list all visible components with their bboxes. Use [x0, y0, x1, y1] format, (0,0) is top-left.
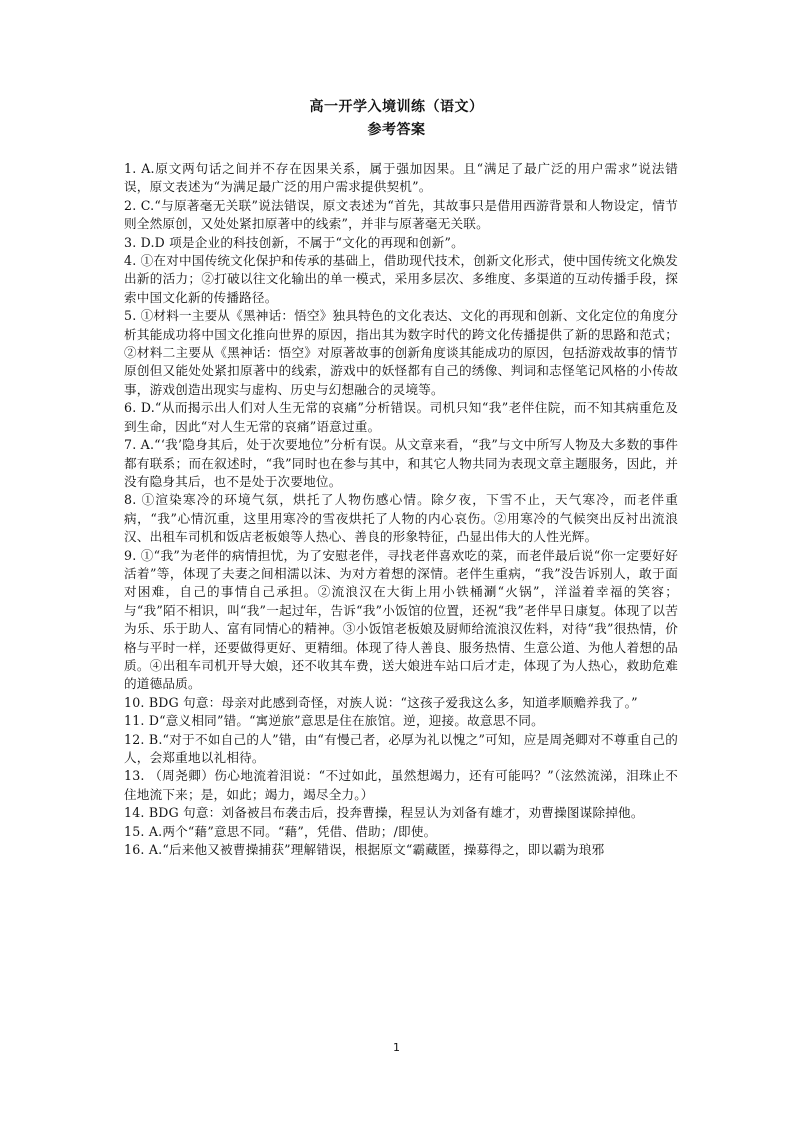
- document-title: 高一开学入境训练（语文）: [309, 99, 484, 115]
- page-number: 1: [393, 1041, 400, 1054]
- answer-list: [124, 160, 678, 859]
- document-subtitle: 参考答案: [367, 122, 426, 138]
- answer-item-12: 12. B.“对于不如自己的人”错，由“有慢己者，必厚为礼以愧之”可知，应是周尧卿对不尊重自己的人，会郑重地以礼相待。: [124, 731, 678, 765]
- answer-item-6: 6. D.“从而揭示出人们对人生无常的哀痛”分析错误。司机只知“我”老伴住院，而不知其病重危及到生命，因此“对人生无常的哀痛”语意过重。: [124, 400, 678, 434]
- answer-item-10: 10. BDG 句意：母亲对此感到奇怪，对族人说：“这孩子爱我这么多，知道孝顺赡养我了。”: [124, 694, 638, 710]
- answer-item-2: 2. C.“与原著毫无关联”说法错误，原文表述为“首先，其故事只是借用西游背景和人物设定，情节则全然原创，又处处紧扣原著中的线索”，并非与原著毫无关联。: [124, 197, 678, 232]
- answer-item-11: 11. D“意义相同”错。“寓逆旅”意思是住在旅馆。逆，迎接。故意思不同。: [124, 713, 544, 729]
- answer-item-3: 3. D.D 项是企业的科技创新，不属于“文化的再现和创新”。: [124, 234, 464, 250]
- answer-item-14: 14. BDG 句意：刘备被吕布袭击后，投奔曹操，程昱认为刘备有雄才，劝曹操图谋除掉他。: [124, 805, 644, 821]
- answer-item-1: 1. A.原文两句话之间并不存在因果关系，属于强加因果。且“满足了最广泛的用户需求”说法错误，原文表述为“为满足最广泛的用户需求提供契机”。: [124, 161, 678, 195]
- answer-item-8: 8. ①渲染寒冷的环境气氛，烘托了人物伤感心情。除夕夜，下雪不止，天气寒冷，而老伴重病，“我”心情沉重，这里用寒冷的雪夜烘托了人物的内心哀伤。②用寒冷的气候突出反衬出流浪汉、出租车司机和饭店老板娘等人热心、善良的形象特征，凸显出伟大的人性光辉。: [124, 492, 678, 545]
- answer-item-9: 9. ①“我”为老伴的病情担忧，为了安慰老伴，寻找老伴喜欢吃的菜，而老伴最后说“你一定要好好活着”等，体现了夫妻之间相濡以沫、为对方着想的深情。老伴生重病，“我”没告诉别人，敢于面对困难，自己的事情自己承担。②流浪汉在大街上用小铁桶涮“火锅”，洋溢着幸福的笑容；与“我”陌不相识，叫“我”一起过年，告诉“我”小饭馆的位置，还祝“我”老伴早日康复。体现了以苦为乐、乐于助人、富有同情心的精神。③小饭馆老板娘及厨师给流浪汉佐料，对待“我”很热情，价格与平时一样，还要做得更好、更精细。体现了待人善良、服务热情、生意公道、为他人着想的品质。④出租车司机开导大娘，还不收其车费，送大娘进车站口后才走，体现了为人热心，救助危难的道德品质。: [124, 547, 678, 692]
- answer-item-16: 16. A.“后来他又被曹操捕获”理解错误，根据原文“霸藏匿，操募得之，即以霸为琅邪: [124, 842, 605, 858]
- answer-item-4: 4. ①在对中国传统文化保护和传承的基础上，借助现代技术，创新文化形式，使中国传统文化焕发出新的活力；②打破以往文化输出的单一模式，采用多层次、多维度、多渠道的互动传播手段，探索中国文化新的传播路径。: [124, 253, 678, 305]
- answer-item-15: 15. A.两个“藉”意思不同。“藉”，凭借、借助；/即使。: [124, 823, 437, 839]
- answer-item-7: 7. A.“‘我’隐身其后，处于次要地位”分析有误。从文章来看，“我”与文中所写人物及大多数的事件都有联系；而在叙述时，“我”同时也在参与其中，和其它人物共同为表现文章主题服务，因此，并没有隐身其后，也不是处于次要地位。: [124, 437, 678, 489]
- answer-item-5: 5. ①材料一主要从《黑神话：悟空》独具特色的文化表达、文化的再现和创新、文化定位的角度分析其能成功将中国文化推向世界的原因，指出其为数字时代的跨文化传播提供了新的思路和范式；②材料二主要从《黑神话：悟空》对原著故事的创新角度谈其能成功的原因，包括游戏故事的情节原创但又能处处紧扣原著中的线索，游戏中的妖怪都有自己的绣像、判词和志怪笔记风格的小传故事，游戏创造出现实与虚构、历史与幻想融合的灵境等。: [124, 308, 678, 397]
- answer-item-13: 13. （周尧卿）伤心地流着泪说：“不过如此，虽然想竭力，还有可能吗？”（泫然流涕，泪珠止不住地流下来；是，如此；竭力，竭尽全力。）: [124, 768, 678, 802]
